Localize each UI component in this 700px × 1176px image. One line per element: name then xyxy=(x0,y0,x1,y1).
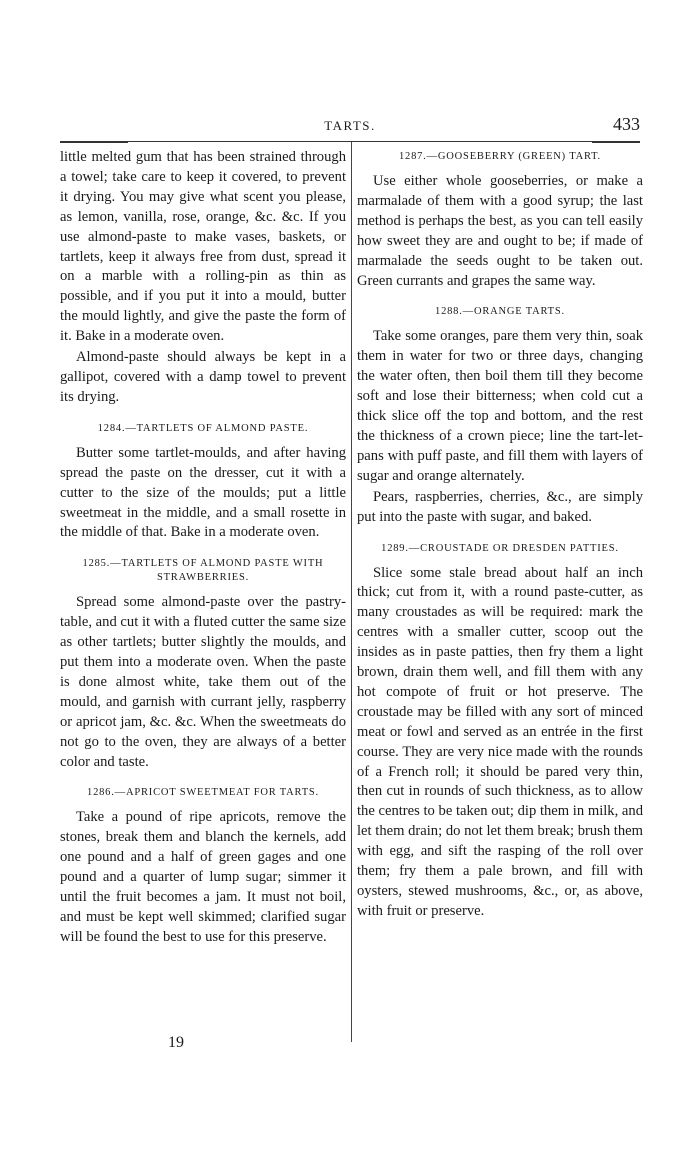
recipe-heading-1288: 1288.—ORANGE TARTS. xyxy=(435,306,565,318)
recipe-heading-1289: 1289.—CROUSTADE OR DRESDEN PATTIES. xyxy=(381,542,619,554)
recipe-text-1284: Butter some tartlet-moulds, and after having spread the paste on the dresser, cut it with a cutter to the size of the moulds; put a little sweetmeat in the middle, and a small rosette in the middle of that. Bake in a moderate oven. xyxy=(60,444,346,541)
recipe-text-1286: Take a pound of ripe apricots, remove the stones, break them and blanch the kernels, add one pound and a half of green gages and one pound and a quarter of lump sugar; simmer it until the fruit becomes a jam. It must not boil, and must be kept well skimmed; clarified sugar will be found the best to use for this preserve. xyxy=(60,809,346,945)
paragraph-almond-paste-storage: Almond-paste should always be kept in a gallipot, covered with a damp towel to prevent its drying. xyxy=(60,349,346,405)
recipe-heading-1284: 1284.—TARTLETS OF ALMOND PASTE. xyxy=(97,422,309,434)
column-divider xyxy=(351,142,352,1042)
recipe-text-1285: Spread some almond-paste over the pastry-table, and cut it with a fluted cutter the same size as other tartlets; butter slightly the moulds, and put them into a moderate oven. When the paste is done almost white, take them out of the mould, and garnish with currant jelly, raspberry or apricot jam, &c. &c. When the sweetmeats do not go to the oven, they are always of a better color and taste. xyxy=(60,594,346,770)
recipe-text-1289: Slice some stale bread about half an inch thick; cut from it, with a round paste-cutter, as many croustades as will be required: mark the centres with a smaller cutter, scoop out the insides as in paste patties, then fry them a light brown, drain them well, and fill them with any hot compote of fruit or hot preserve. The croustade may be filled with any sort of minced meat or fowl and served as an entrée in the first course. They are very nice made with the rounds of a French roll; it should be pared very thin, then cut in rounds of such thickness, as to allow the centres to be taken out; dip them in milk, and let them drain; do not let them break; brush them with egg, and sift the rasping of the roll over them; fry them a pale brown, and fill with oysters, stewed mushrooms, &c., or, as above, with fruit or preserve. xyxy=(357,564,643,919)
recipe-heading-1286: 1286.—APRICOT SWEETMEAT FOR TARTS. xyxy=(87,787,319,799)
page-number: 433 xyxy=(613,114,640,134)
recipe-text-1287: Use either whole gooseberries, or make a marmalade of them with a good syrup; the last method is perhaps the best, as you can tell easily how sweet they are and ought to be; if made of marmalade the seeds ought to be taken out. Green currants and grapes the same way. xyxy=(357,173,643,289)
header-rule-right-accent xyxy=(592,141,640,143)
left-column xyxy=(60,148,346,948)
paragraph-continued: little melted gum that has been strained through a towel; take care to keep it covered, to prevent it drying. You may give what scent you please, as lemon, vanilla, rose, orange, &c. &c. If you use almond-paste to make vases, baskets, or tartlets, keep it always free from dust, spread it on a marble with a rolling-pin as thin as possible, and if you put it into a mould, butter the mould lightly, and give the paste the form of it. Bake in a moderate oven. xyxy=(60,149,346,345)
recipe-text-1288-note: Pears, raspberries, cherries, &c., are simply put into the paste with sugar, and baked. xyxy=(357,488,643,525)
recipe-text-1288: Take some oranges, pare them very thin, soak them in water for two or three days, changing the water often, then boil them till they become soft and lose their bitterness; when cold cut a thick slice off the top and bottom, and the rest the thickness of a crown piece; line the tart-let-pans with puff paste, and fill them with layers of sugar and orange alternately. xyxy=(357,328,643,484)
header-rule-left-accent xyxy=(60,141,128,143)
recipe-heading-1285: 1285.—TARTLETS OF ALMOND PASTE WITH STRAWBERRIES. xyxy=(82,558,324,584)
right-column xyxy=(357,148,643,922)
signature-mark: 19 xyxy=(168,1034,184,1051)
running-title: TARTS. xyxy=(324,118,376,133)
header-rule xyxy=(60,141,640,142)
recipe-heading-1287: 1287.—GOOSEBERRY (GREEN) TART. xyxy=(398,151,601,162)
